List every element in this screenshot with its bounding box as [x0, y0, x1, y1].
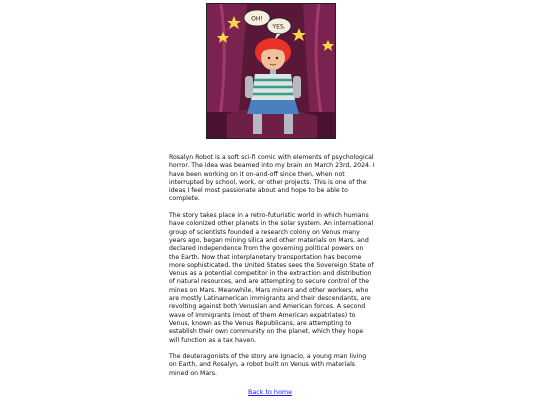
back-to-home-link[interactable]: Back to home	[247, 388, 293, 396]
paragraph-characters: The deuteragonists of the story are Ignacio, a young man living on Earth, and Rosalyn, a robot built on Venus with materials mined on Mars.	[169, 353, 367, 377]
rosalyn-robot-artwork	[207, 4, 335, 138]
paragraph-setting: The story takes place in a retro-futuristic world in which humans have colonized other planets in the solar system. An international group of scientists founded a research colony on Venus many years ago, began mining silica and other materials on Mars, and declared independence from the governing political powers on the Earth. Now that interplanetary transportation has become more sophisticated, the United States sees the Sovereign State of Venus as a potential competitor in the extraction and distribution of natural resources, and are attempting to secure control of the mines on Mars. Meanwhile, Mars miners and other workers, who are mostly Latinamerican immigrants and their descendants, are revolting against both Venusian and American forces. A second wave of immigrants (most of them American expatriates) to Venus, known as the Venus Republicans, are attempting to establish their own community on the planet, which they hope will function as a tax haven.	[169, 212, 374, 344]
comic-illustration	[206, 3, 336, 139]
back-link-container	[0, 388, 540, 396]
bubble-yes: YES.	[272, 23, 286, 31]
bubble-oh: OH!	[251, 15, 263, 23]
paragraph-intro: Rosalyn Robot is a soft sci-fi comic with elements of psychological horror. The idea was beamed into my brain on March 23rd, 2024. I have been working on it on-and-off since then, when not interrupted by school, work, or other projects. This is one of the ideas I feel most passionate about and hope to be able to complete.	[169, 154, 375, 203]
article-body	[169, 154, 375, 386]
